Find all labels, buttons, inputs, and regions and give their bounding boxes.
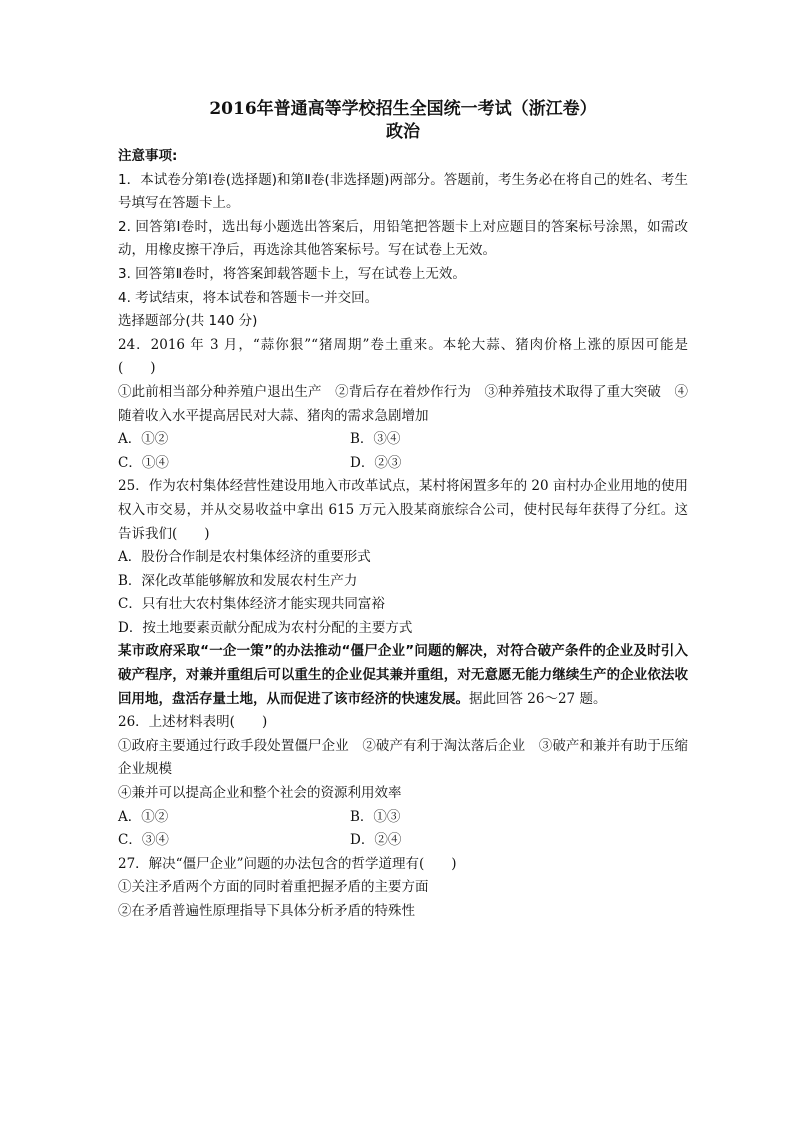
material-bold-text: 某市政府采取“一企一策”的办法推动“僵尸企业”问题的解决，对符合破产条件的企业及时引入破产程序，对兼并重组后可以重生的企业促其兼并重组，对无意愿无能力继续生产的企业依法收回用地，盘活存量土地，从而促进了该市经济的快速发展。: [118, 643, 688, 707]
q26-statements-2: ④兼并可以提高企业和整个社会的资源利用效率: [118, 785, 402, 802]
q26-option-c: C．③④: [118, 832, 169, 849]
q26-option-d: D．②④: [350, 832, 402, 849]
exam-title: 2016年普通高等学校招生全国统一考试（浙江卷）: [209, 99, 597, 119]
q26-options-row-1: [118, 806, 688, 830]
material-paragraph: [118, 640, 688, 711]
material-tail: 据此回答 26～27 题。: [469, 690, 607, 707]
page-content: [118, 98, 688, 924]
q26-stem: 26．上述材料表明( ): [118, 714, 268, 731]
q26-option-a: A．①②: [118, 808, 169, 825]
q24-options-row-2: [118, 452, 688, 476]
q25-option-c: C．只有壮大农村集体经济才能实现共同富裕: [118, 596, 385, 613]
q24-options-row-1: [118, 428, 688, 452]
section-heading: 选择题部分(共 140 分): [118, 313, 258, 330]
q24-option-d: D．②③: [350, 454, 402, 471]
q27-statement-1: ①关注矛盾两个方面的同时着重把握矛盾的主要方面: [118, 879, 429, 896]
note-item-2: 2. 回答第Ⅰ卷时，选出每小题选出答案后，用铅笔把答题卡上对应题目的答案标号涂黑，如需改动，用橡皮擦干净后，再选涂其他答案标号。写在试卷上无效。: [118, 218, 688, 259]
q25-option-a: A．股份合作制是农村集体经济的重要形式: [118, 549, 371, 566]
q25-option-b: B．深化改革能够解放和发展农村生产力: [118, 572, 358, 589]
notes-heading: 注意事项:: [118, 148, 178, 164]
q24-stem: 24．2016 年 3 月，“蒜你狠”“猪周期”卷土重来。本轮大蒜、猪肉价格上涨的原因可能是( ): [118, 336, 688, 377]
q27-statement-2: ②在矛盾普遍性原理指导下具体分析矛盾的特殊性: [118, 903, 415, 919]
note-item-1: 1．本试卷分第Ⅰ卷(选择题)和第Ⅱ卷(非选择题)两部分。答题前，考生务必在将自己的姓名、考生号填写在答题卡上。: [118, 171, 689, 212]
q24-option-a: A．①②: [118, 431, 169, 448]
exam-subject: 政治: [386, 122, 420, 142]
note-item-4: 4. 考试结束，将本试卷和答题卡一并交回。: [118, 289, 379, 306]
note-item-3: 3. 回答第Ⅱ卷时，将答案卸载答题卡上，写在试卷上无效。: [118, 265, 466, 282]
q25-option-d: D．按土地要素贡献分配成为农村分配的主要方式: [118, 619, 413, 636]
q25-stem: 25．作为农村集体经营性建设用地入市改革试点，某村将闲置多年的 20 亩村办企业用地的使用权入市交易，并从交易收益中拿出 615 万元入股某商旅综合公司，使村民每年获得了分红。这告诉我们( ): [118, 478, 688, 542]
q24-option-b: B．③④: [350, 431, 401, 448]
q26-options-row-2: [118, 829, 688, 853]
q27-stem: 27．解决“僵尸企业”问题的办法包含的哲学道理有( ): [118, 855, 457, 872]
q24-statements: ①此前相当部分种养殖户退出生产 ②背后存在着炒作行为 ③种养殖技术取得了重大突破 ④随着收入水平提高居民对大蒜、猪肉的需求急剧增加: [118, 383, 688, 424]
q26-option-b: B．①③: [350, 808, 401, 825]
q24-option-c: C．①④: [118, 454, 169, 471]
q26-statements-1: ①政府主要通过行政手段处置僵尸企业 ②破产有利于淘汰落后企业 ③破产和兼并有助于压缩企业规模: [118, 737, 688, 778]
